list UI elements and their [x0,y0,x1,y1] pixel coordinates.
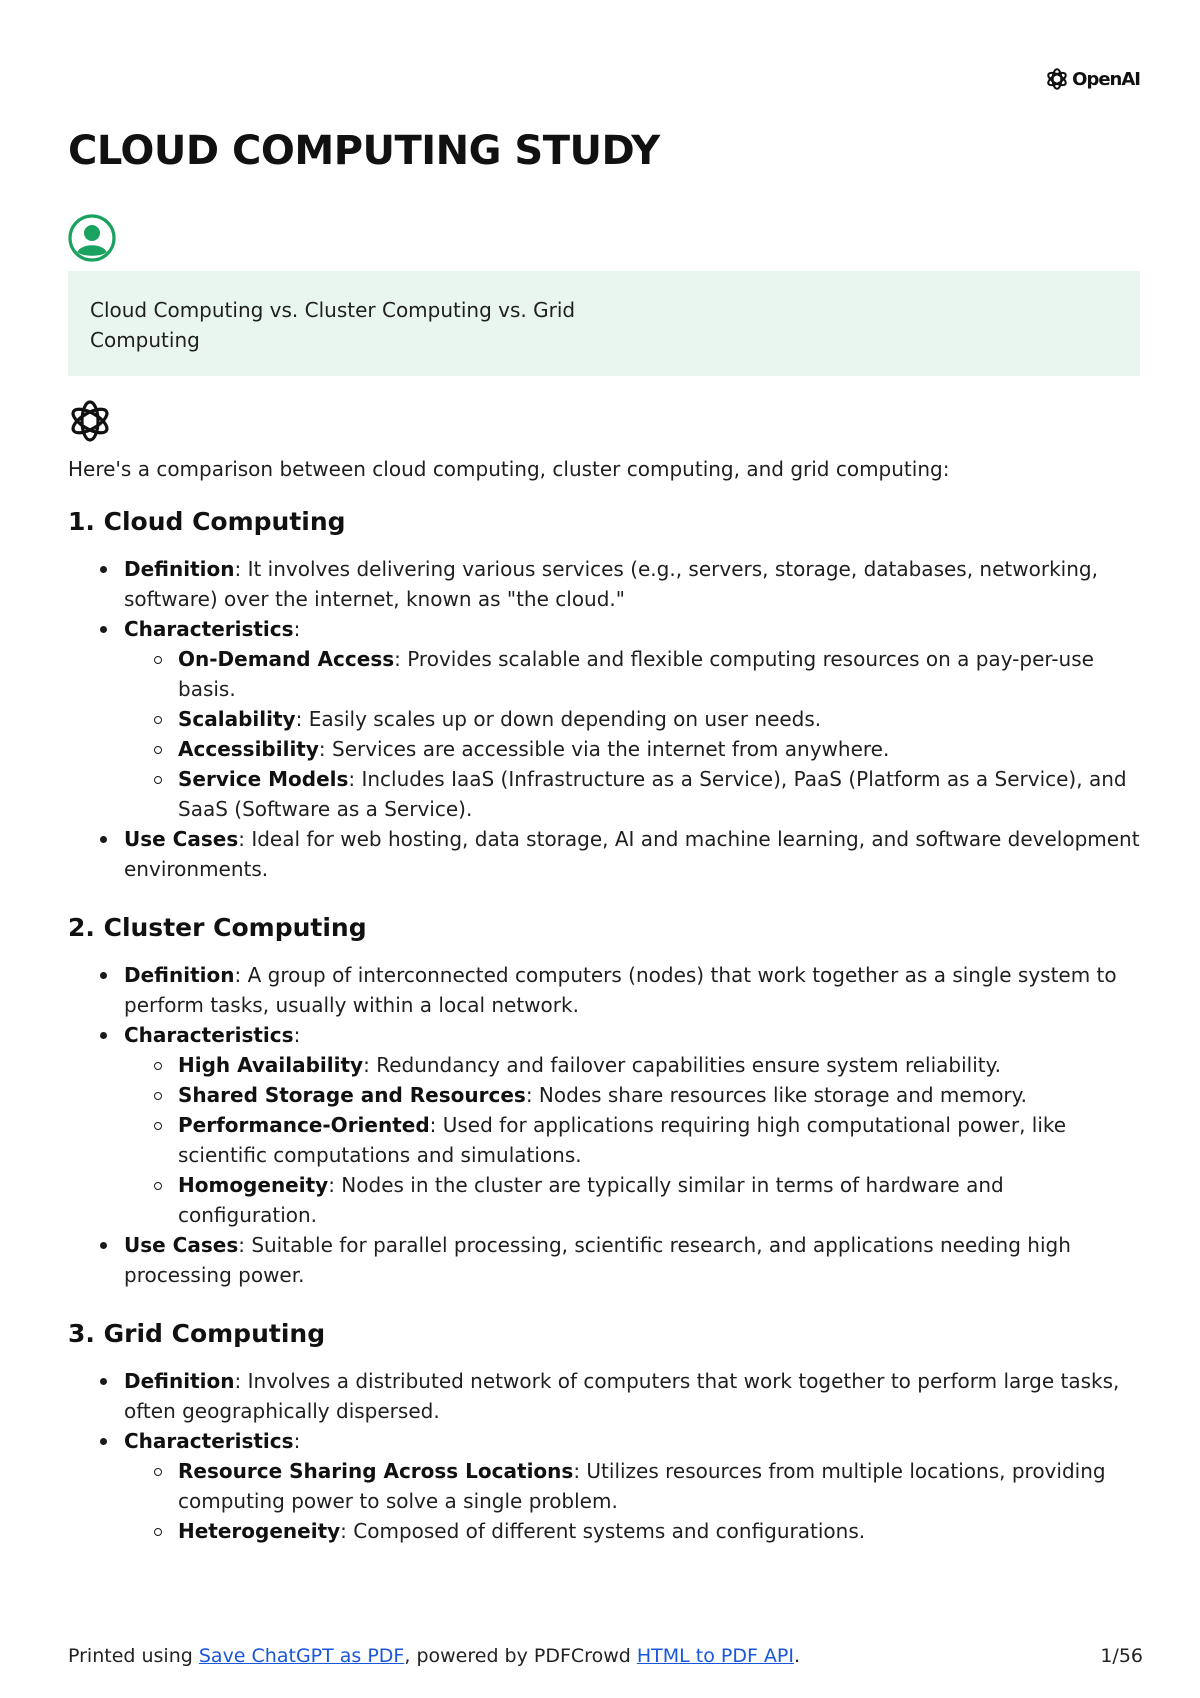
section-list [68,960,1148,1290]
sub-list-item [178,1170,1148,1230]
item-label: Use Cases [124,1233,239,1257]
sub-list-item [178,1516,1148,1546]
section-list [68,554,1148,884]
footer-middle: , powered by PDFCrowd [404,1645,637,1667]
sub-list-item [178,1456,1148,1516]
print-footer [68,1645,1143,1667]
subitem-label: On-Demand Access [178,647,395,671]
html-to-pdf-api-link[interactable]: HTML to PDF API [636,1645,794,1667]
sub-list [124,1456,1148,1546]
subitem-label: Scalability [178,707,296,731]
section-heading: 3. Grid Computing [68,1319,326,1348]
section-heading: 2. Cluster Computing [68,913,367,942]
sub-list-item [178,764,1148,824]
item-label: Definition [124,963,235,987]
user-message-bubble [68,271,1140,376]
subitem-text: : Redundancy and failover capabilities ensure system reliability. [363,1053,1001,1077]
item-text: : [293,1429,301,1453]
sub-list-item [178,1050,1148,1080]
page-title: CLOUD COMPUTING STUDY [68,128,660,174]
item-text: : Ideal for web hosting, data storage, AI and machine learning, and software development environments. [124,827,1140,881]
item-label: Characteristics [124,1023,294,1047]
subitem-text: : Nodes share resources like storage and memory. [525,1083,1027,1107]
list-item [124,614,1148,824]
list-item [124,1366,1148,1426]
subitem-text: : Nodes in the cluster are typically similar in terms of hardware and configuration. [178,1173,1004,1227]
subitem-text: : Includes IaaS (Infrastructure as a Service), PaaS (Platform as a Service), and SaaS (Software as a Service). [178,767,1127,821]
list-item [124,960,1148,1020]
item-text: : It involves delivering various services (e.g., servers, storage, databases, networking, software) over the internet, known as "the cloud." [124,557,1098,611]
user-avatar-icon [68,214,116,262]
item-text: : [293,617,301,641]
sub-list-item [178,1080,1148,1110]
sub-list [124,644,1148,824]
subitem-label: Shared Storage and Resources [178,1083,526,1107]
chatgpt-icon [66,397,114,445]
section-heading: 1. Cloud Computing [68,507,346,536]
subitem-label: Performance-Oriented [178,1113,430,1137]
list-item [124,824,1148,884]
page-number: 1/56 [1100,1645,1143,1667]
item-label: Definition [124,1369,235,1393]
item-label: Characteristics [124,617,294,641]
item-label: Characteristics [124,1429,294,1453]
assistant-response [68,454,1148,1574]
subitem-label: High Availability [178,1053,364,1077]
subitem-label: Heterogeneity [178,1519,341,1543]
save-chatgpt-pdf-link[interactable]: Save ChatGPT as PDF [198,1645,405,1667]
response-intro: Here's a comparison between cloud computing, cluster computing, and grid computing: [68,457,950,481]
sub-list-item [178,644,1148,704]
item-text: : A group of interconnected computers (nodes) that work together as a single system to perform tasks, usually within a local network. [124,963,1117,1017]
sub-list-item [178,1110,1148,1170]
subitem-text: : Utilizes resources from multiple locations, providing computing power to solve a single problem. [178,1459,1106,1513]
item-label: Use Cases [124,827,239,851]
logo-text: OpenAI [1072,68,1140,90]
footer-prefix: Printed using [68,1645,199,1667]
subitem-text: : Services are accessible via the internet from anywhere. [318,737,890,761]
subitem-text: : Used for applications requiring high computational power, like scientific computations and simulations. [178,1113,1067,1167]
footer-suffix: . [793,1645,801,1667]
subitem-label: Resource Sharing Across Locations [178,1459,574,1483]
list-item [124,1230,1148,1290]
sub-list-item [178,734,1148,764]
list-item [124,1426,1148,1546]
openai-logo-icon [1044,66,1070,92]
item-text: : Involves a distributed network of computers that work together to perform large tasks, often geographically dispersed. [124,1369,1120,1423]
item-text: : Suitable for parallel processing, scientific research, and applications needing high processing power. [124,1233,1071,1287]
subitem-label: Service Models [178,767,349,791]
subitem-text: : Easily scales up or down depending on user needs. [295,707,822,731]
section-list [68,1366,1148,1546]
sub-list-item [178,704,1148,734]
openai-logo [1044,66,1140,92]
subitem-text: : Provides scalable and flexible computing resources on a pay-per-use basis. [178,647,1094,701]
sub-list [124,1050,1148,1230]
subitem-label: Accessibility [178,737,319,761]
subitem-label: Homogeneity [178,1173,329,1197]
subitem-text: : Composed of different systems and configurations. [340,1519,866,1543]
list-item [124,554,1148,614]
user-message-text: Cloud Computing vs. Cluster Computing vs. Grid Computing [90,298,576,352]
list-item [124,1020,1148,1230]
item-label: Definition [124,557,235,581]
item-text: : [293,1023,301,1047]
